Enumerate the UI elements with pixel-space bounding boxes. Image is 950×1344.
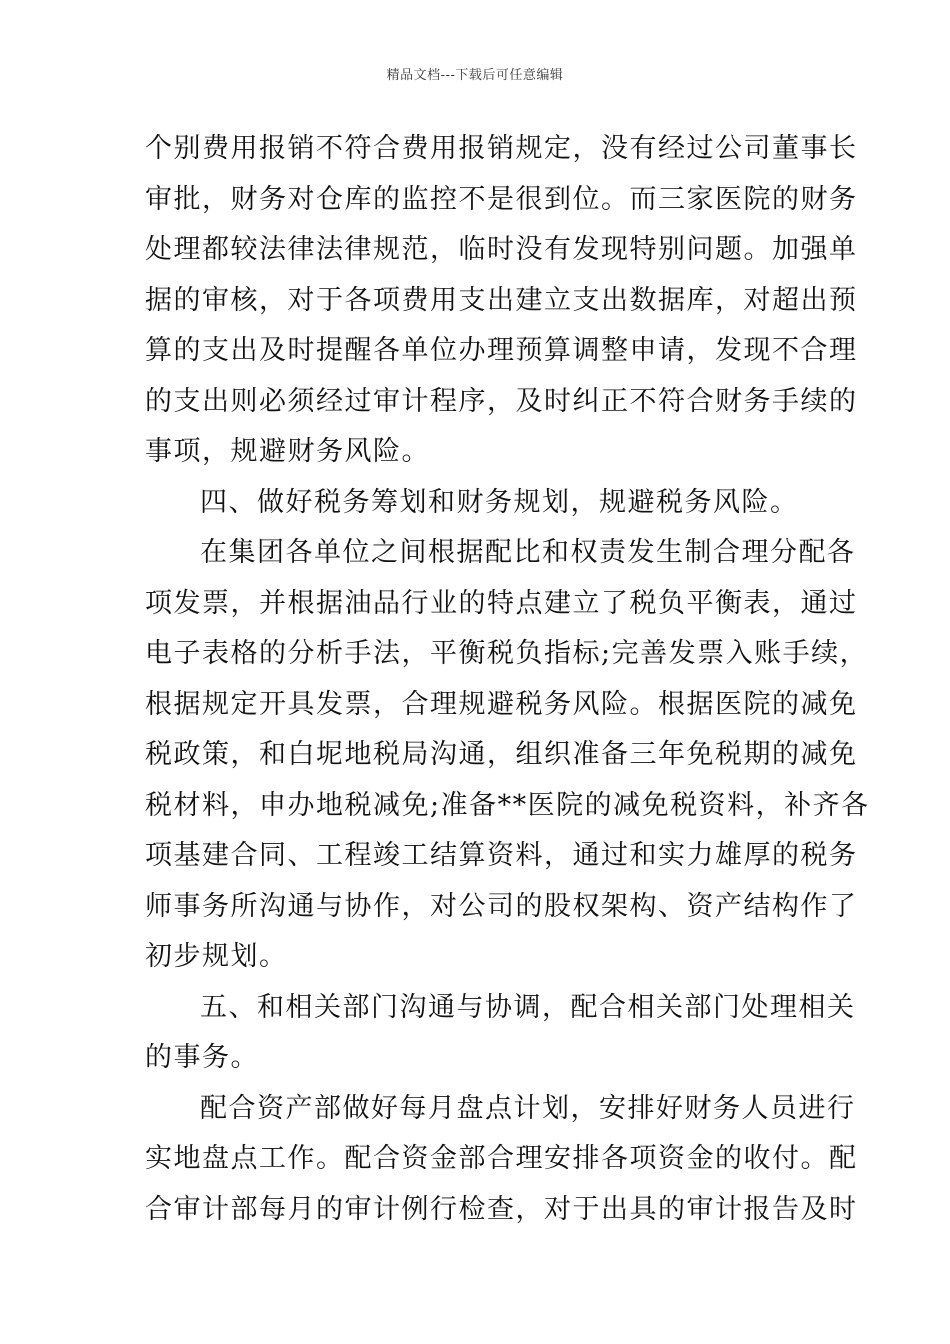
text-line: 个别费用报销不符合费用报销规定，没有经过公司董事长 — [145, 133, 858, 164]
text-line: 的支出则必须经过审计程序，及时纠正不符合财务手续的 — [145, 385, 858, 417]
text-line: 实地盘点工作。配合资金部合理安排各项资金的收付。配 — [145, 1143, 858, 1174]
text-line: 项基建合同、工程竣工结算资料，通过和实力雄厚的税务 — [145, 840, 858, 871]
paragraph-first-line: 在集团各单位之间根据配比和权责发生制合理分配各 — [200, 537, 856, 568]
text-line: 处理都较法律法律规范，临时没有发现特别问题。加强单 — [145, 234, 858, 265]
text-line: 据的审核，对于各项费用支出建立支出数据库，对超出预 — [145, 284, 858, 316]
paragraph-first-line: 配合资产部做好每月盘点计划，安排好财务人员进行 — [200, 1092, 856, 1124]
text-line: 的事务。 — [145, 1042, 259, 1073]
text-line: 事项，规避财务风险。 — [145, 436, 430, 467]
section-heading-four: 四、做好税务筹划和财务规划，规避税务风险。 — [200, 486, 799, 518]
section-heading-five: 五、和相关部门沟通与协调，配合相关部门处理相关 — [200, 991, 856, 1023]
text-line: 审批，财务对仓库的监控不是很到位。而三家医院的财务 — [145, 183, 858, 215]
text-line: 合审计部每月的审计例行检查，对于出具的审计报告及时 — [145, 1193, 858, 1225]
text-line: 电子表格的分析手法，平衡税负指标;完善发票入账手续， — [145, 638, 869, 669]
text-line: 算的支出及时提醒各单位办理预算调整申请，发现不合理 — [145, 335, 858, 366]
text-line: 初步规划。 — [145, 941, 288, 972]
text-line: 项发票，并根据油品行业的特点建立了税负平衡表，通过 — [145, 587, 858, 619]
text-line: 师事务所沟通与协作，对公司的股权架构、资产结构作了 — [145, 890, 858, 922]
text-line: 税材料，申办地税减免;准备**医院的减免税资料，补齐各 — [145, 789, 870, 821]
text-line: 税政策，和白坭地税局沟通，组织准备三年免税期的减免 — [145, 739, 858, 770]
text-line: 根据规定开具发票，合理规避税务风险。根据医院的减免 — [145, 688, 858, 720]
page-header: 精品文档---下载后可任意编辑 — [386, 68, 564, 83]
document-body — [145, 124, 870, 1235]
